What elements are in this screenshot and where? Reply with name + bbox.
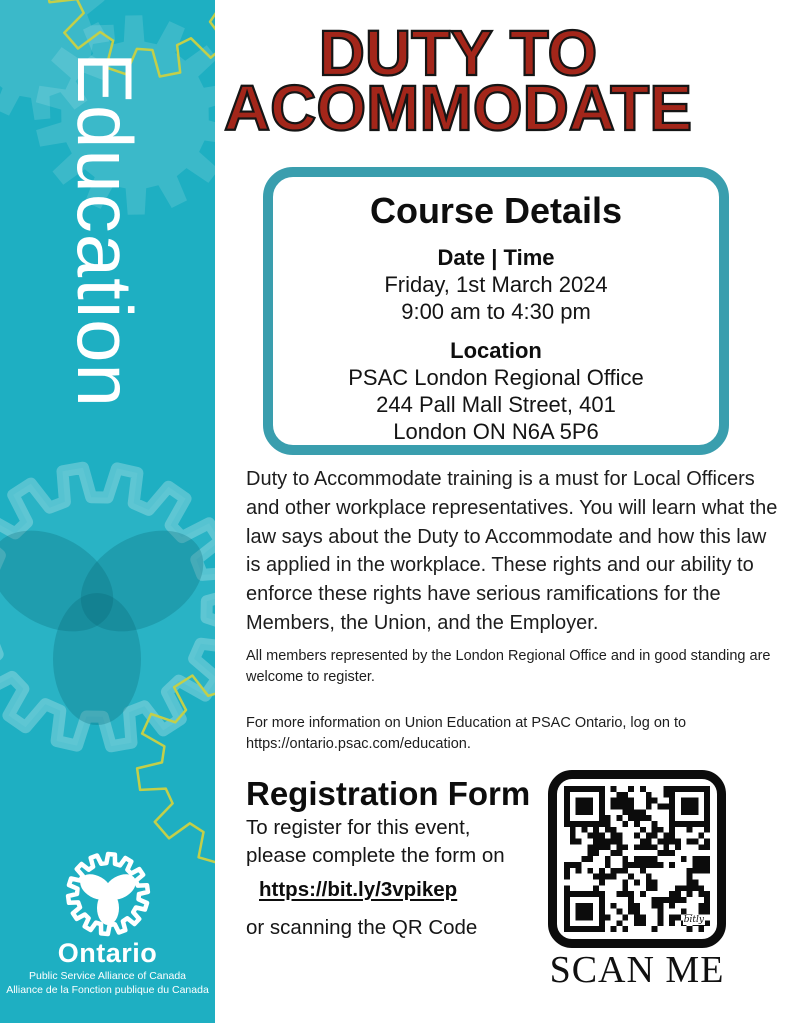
scan-me-caption: SCAN ME <box>549 949 725 991</box>
location-office: PSAC London Regional Office <box>348 365 644 390</box>
page-title-line1: DUTY TO <box>318 17 598 89</box>
more-info-note: For more information on Union Education at PSAC Ontario, log on to https://ontario.psac.com/education. <box>246 715 687 752</box>
education-sidebar <box>0 0 215 1023</box>
sidebar-vertical-label: Education <box>61 52 149 408</box>
registration-heading: Registration Form <box>246 775 531 812</box>
logo-org-name: Ontario <box>57 938 158 968</box>
logo-alliance-fr: Alliance de la Fonction publique du Canada <box>6 984 209 996</box>
registration-instruction-line2: please complete the form on <box>246 844 505 867</box>
course-description: Duty to Accommodate training is a must for Local Officers and other workplace representatives. You will learn what the law says about the Duty to Accommodate and how this law is applied in the workplace. These rights and our ability to enforce these rights have serious ramifications for the Members, the Union, and the Employer. <box>246 468 778 634</box>
course-time: 9:00 am to 4:30 pm <box>401 299 591 324</box>
page-title <box>215 17 701 144</box>
logo-alliance-en: Public Service Alliance of Canada <box>28 970 186 982</box>
location-city: London ON N6A 5P6 <box>393 419 599 444</box>
qr-code-pattern <box>564 786 710 932</box>
location-street: 244 Pall Mall Street, 401 <box>376 392 616 417</box>
registration-instructions <box>246 814 505 870</box>
course-details-heading: Course Details <box>369 190 623 231</box>
registration-alternative: or scanning the QR Code <box>246 916 478 939</box>
page-title-line2: ACOMMODATE <box>223 72 693 144</box>
registration-link[interactable]: https://bit.ly/3vpikep <box>259 878 458 901</box>
course-details-box <box>263 167 729 455</box>
registration-instruction-line1: To register for this event, <box>246 816 471 839</box>
location-label: Location <box>450 338 542 363</box>
main-content <box>215 0 790 1023</box>
trillium-gear-icon <box>62 850 154 940</box>
psac-ontario-logo <box>0 850 215 997</box>
bitly-brand-mark: bitly <box>683 915 704 925</box>
course-date: Friday, 1st March 2024 <box>384 272 608 297</box>
eligibility-note: All members represented by the London Regional Office and in good standing are welcome to register. <box>246 648 771 685</box>
qr-code <box>548 770 726 948</box>
date-time-label: Date | Time <box>437 245 555 270</box>
